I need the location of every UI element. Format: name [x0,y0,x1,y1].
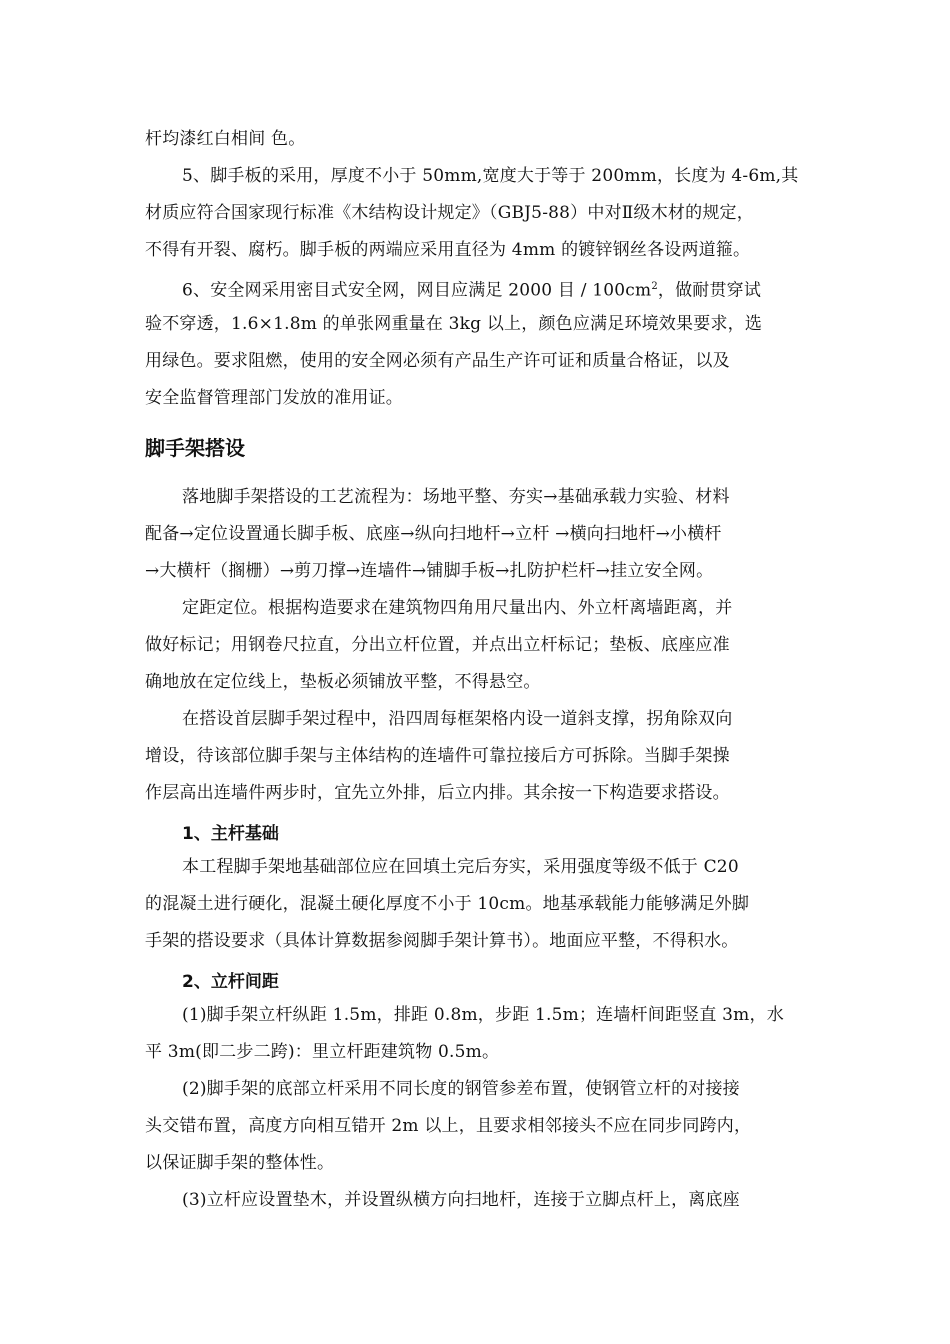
text-line: 平 3m(即二步二跨)：里立杆距建筑物 0.5m。 [145,1042,500,1062]
text-line [182,276,761,302]
text-line: 做好标记；用钢卷尺拉直，分出立杆位置，并点出立杆标记；垫板、底座应准 [145,635,730,655]
text-line: 验不穿透，1.6×1.8m 的单张网重量在 3kg 以上，颜色应满足环境效果要求，选 [145,314,763,334]
section-heading: 脚手架搭设 [145,436,245,460]
text-line: →大横杆（搁栅）→剪刀撑→连墙件→铺脚手板→扎防护栏杆→挂立安全网。 [145,561,714,581]
text-line: 手架的搭设要求（具体计算数据参阅脚手架计算书）。地面应平整，不得积水。 [145,931,739,951]
superscript: 2 [651,281,658,292]
text-line: (1)脚手架立杆纵距 1.5m，排距 0.8m，步距 1.5m；连墙杆间距竖直 3m，水 [182,1005,784,1025]
text-line: 落地脚手架搭设的工艺流程为：场地平整、夯实→基础承载力实验、材料 [182,487,730,507]
text-line: 配备→定位设置通长脚手板、底座→纵向扫地杆→立杆 →横向扫地杆→小横杆 [145,524,722,544]
text-line: 杆均漆红白相间 色。 [145,129,306,149]
text-line: 增设，待该部位脚手架与主体结构的连墙件可靠拉接后方可拆除。当脚手架操 [145,746,730,766]
subsection-heading: 2、立杆间距 [182,972,279,992]
text-line: 作层高出连墙件两步时，宜先立外排，后立内排。其余按一下构造要求搭设。 [145,783,730,803]
text-line: 定距定位。根据构造要求在建筑物四角用尺量出内、外立杆离墙距离，并 [182,598,733,618]
text-line: (2)脚手架的底部立杆采用不同长度的钢管参差布置，使钢管立杆的对接接 [182,1079,740,1099]
text-line: 头交错布置，高度方向相互错开 2m 以上，且要求相邻接头不应在同步同跨内， [145,1116,752,1136]
text-line: 的混凝土进行硬化，混凝土硬化厚度不小于 10cm。地基承载能力能够满足外脚 [145,894,750,914]
text-line: 确地放在定位线上，垫板必须铺放平整，不得悬空。 [145,672,541,692]
text-line: 安全监督管理部门发放的准用证。 [145,388,403,408]
text-line: 在搭设首层脚手架过程中，沿四周每框架格内设一道斜支撑，拐角除双向 [182,709,733,729]
text-line: 用绿色。要求阻燃，使用的安全网必须有产品生产许可证和质量合格证，以及 [145,351,730,371]
text-line: (3)立杆应设置垫木，并设置纵横方向扫地杆，连接于立脚点杆上，离底座 [182,1190,740,1210]
text-line: 本工程脚手架地基础部位应在回填土完后夯实，采用强度等级不低于 C20 [182,857,739,877]
text-line: 以保证脚手架的整体性。 [145,1153,335,1173]
text-line: 不得有开裂、腐朽。脚手板的两端应采用直径为 4mm 的镀锌钢丝各设两道箍。 [145,240,751,260]
subsection-heading: 1、主杆基础 [182,824,279,844]
text-line: 5、脚手板的采用，厚度不小于 50mm,宽度大于等于 200mm，长度为 4-6m,其 [182,166,799,186]
text-segment: 6、安全网采用密目式安全网，网目应满足 2000 目 / 100cm [182,280,652,301]
text-segment: ，做耐贯穿试 [657,280,762,301]
text-line: 材质应符合国家现行标准《木结构设计规定》（GBJ5-88）中对Ⅱ级木材的规定， [145,203,754,223]
